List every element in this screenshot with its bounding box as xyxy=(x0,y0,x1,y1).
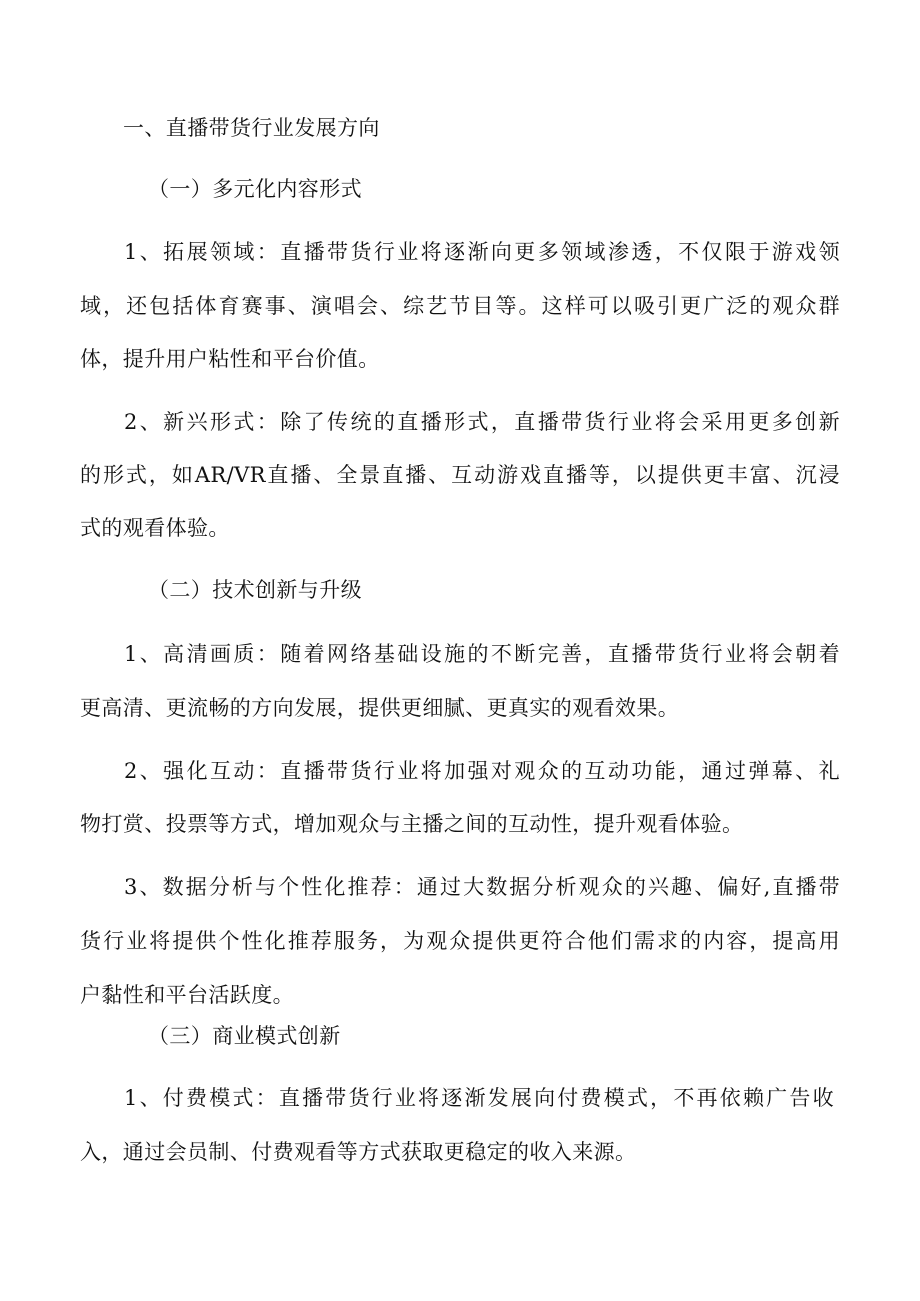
paragraph-5-line-2: 货行业将提供个性化推荐服务，为观众提供更符合他们需求的内容，提高用 xyxy=(80,929,840,953)
paragraph-3-line-1: 1、高清画质：随着网络基础设施的不断完善，直播带货行业将会朝着 xyxy=(124,642,840,666)
paragraph-1-line-3: 体，提升用户粘性和平台价值。 xyxy=(80,347,380,371)
paragraph-2-line-1: 2、新兴形式：除了传统的直播形式，直播带货行业将会采用更多创新 xyxy=(124,410,840,434)
paragraph-2-line-2: 的形式，如AR/VR直播、全景直播、互动游戏直播等，以提供更丰富、沉浸 xyxy=(80,463,840,487)
paragraph-5-line-3: 户黏性和平台活跃度。 xyxy=(80,983,294,1007)
paragraph-6-line-1: 1、付费模式：直播带货行业将逐渐发展向付费模式，不再依赖广告收 xyxy=(124,1086,834,1110)
section-title-2: （二）技术创新与升级 xyxy=(148,578,362,602)
paragraph-6-line-2: 入，通过会员制、付费观看等方式获取更稳定的收入来源。 xyxy=(80,1140,637,1164)
main-heading: 一、直播带货行业发展方向 xyxy=(123,116,380,140)
section-title-3: （三）商业模式创新 xyxy=(148,1024,341,1048)
paragraph-4-line-2: 物打赏、投票等方式，增加观众与主播之间的互动性，提升观看体验。 xyxy=(80,812,744,836)
paragraph-5-line-1: 3、数据分析与个性化推荐：通过大数据分析观众的兴趣、偏好,直播带 xyxy=(124,875,840,899)
paragraph-1-line-1: 1、拓展领域：直播带货行业将逐渐向更多领域渗透，不仅限于游戏领 xyxy=(124,240,840,264)
paragraph-4-line-1: 2、强化互动：直播带货行业将加强对观众的互动功能，通过弹幕、礼 xyxy=(124,759,840,783)
paragraph-1-line-2: 域，还包括体育赛事、演唱会、综艺节目等。这样可以吸引更广泛的观众群 xyxy=(80,294,840,318)
paragraph-3-line-2: 更高清、更流畅的方向发展，提供更细腻、更真实的观看效果。 xyxy=(80,696,680,720)
paragraph-2-line-3: 式的观看体验。 xyxy=(80,516,230,540)
section-title-1: （一）多元化内容形式 xyxy=(148,177,362,201)
